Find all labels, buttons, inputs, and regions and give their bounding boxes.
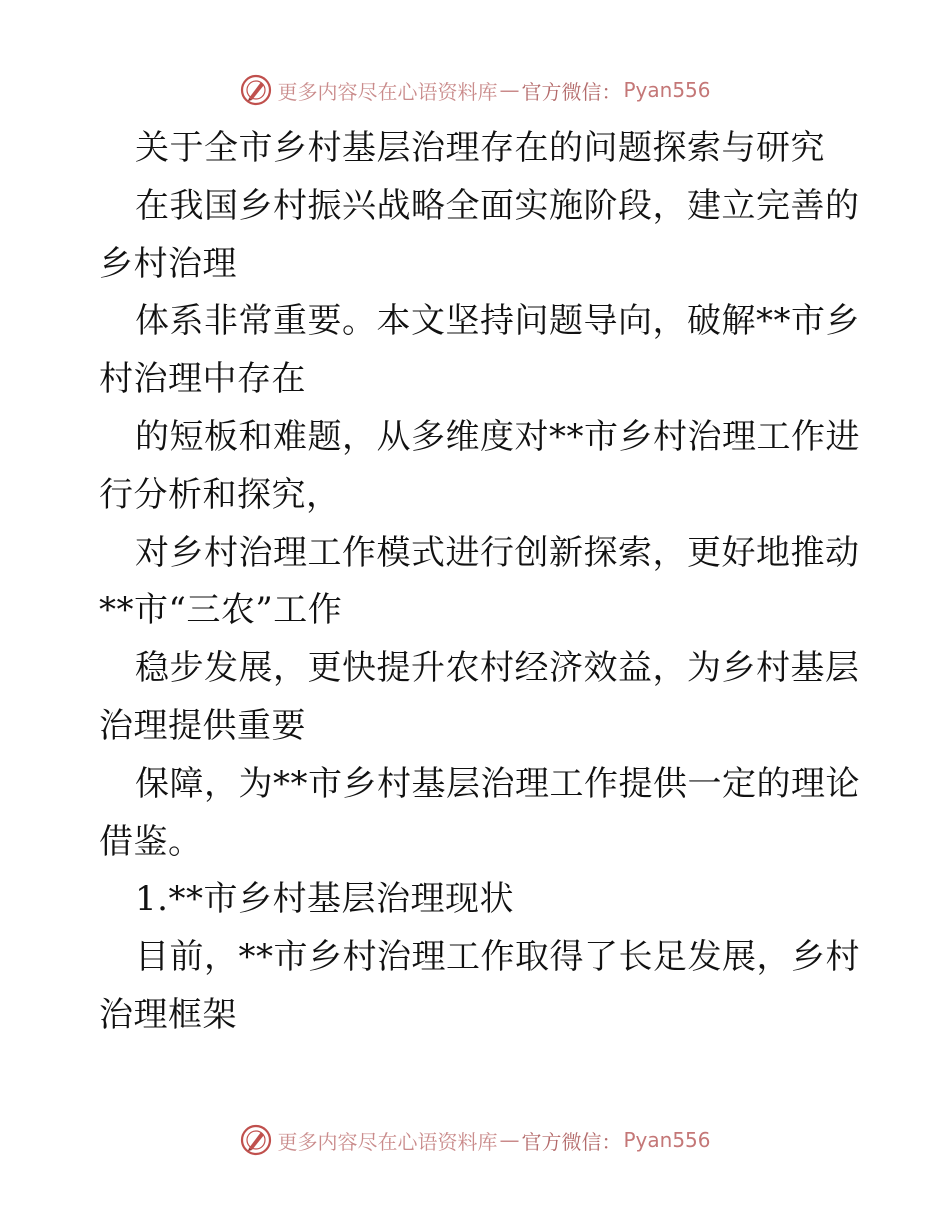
text-line: 的短板和难题，从多维度对**市乡村治理工作进 — [135, 416, 860, 457]
watermark-dash: — — [499, 78, 520, 102]
text-line: **市“三农”工作 — [99, 590, 343, 631]
watermark-text: 更多内容尽在心语资料库 — [277, 1129, 498, 1154]
text-line: 治理框架 — [99, 994, 237, 1035]
document-title: 关于全市乡村基层治理存在的问题探索与研究 — [135, 128, 825, 168]
text-line: 行分析和探究， — [99, 474, 341, 515]
document-body — [99, 120, 860, 1045]
footer-watermark — [0, 1120, 950, 1160]
text-line: 村治理中存在 — [99, 359, 306, 400]
text-line: 目前，**市乡村治理工作取得了长足发展，乡村 — [135, 937, 860, 978]
header-watermark — [0, 70, 950, 110]
text-line: 在我国乡村振兴战略全面实施阶段，建立完善的 — [135, 185, 860, 226]
watermark-text: 更多内容尽在心语资料库 — [277, 79, 498, 104]
text-line: 乡村治理 — [99, 243, 237, 284]
text-line: 稳步发展，更快提升农村经济效益，为乡村基层 — [135, 648, 860, 689]
watermark-wechat-id: Pyan556 — [623, 1128, 711, 1152]
watermark-label: 官方微信： — [521, 1129, 622, 1154]
watermark-dash: — — [499, 1128, 520, 1152]
watermark-wechat-id: Pyan556 — [623, 78, 711, 102]
text-line: 保障，为**市乡村基层治理工作提供一定的理论 — [135, 763, 860, 804]
text-line: 体系非常重要。本文坚持问题导向，破解**市乡 — [135, 301, 860, 342]
text-line: 1.**市乡村基层治理现状 — [135, 879, 514, 920]
watermark-label: 官方微信： — [521, 79, 622, 104]
text-line: 对乡村治理工作模式进行创新探索，更好地推动 — [135, 532, 860, 573]
text-line: 借鉴。 — [99, 821, 203, 862]
text-line: 治理提供重要 — [99, 705, 306, 746]
pen-nib-logo-icon — [239, 73, 273, 107]
pen-nib-logo-icon — [239, 1123, 273, 1157]
